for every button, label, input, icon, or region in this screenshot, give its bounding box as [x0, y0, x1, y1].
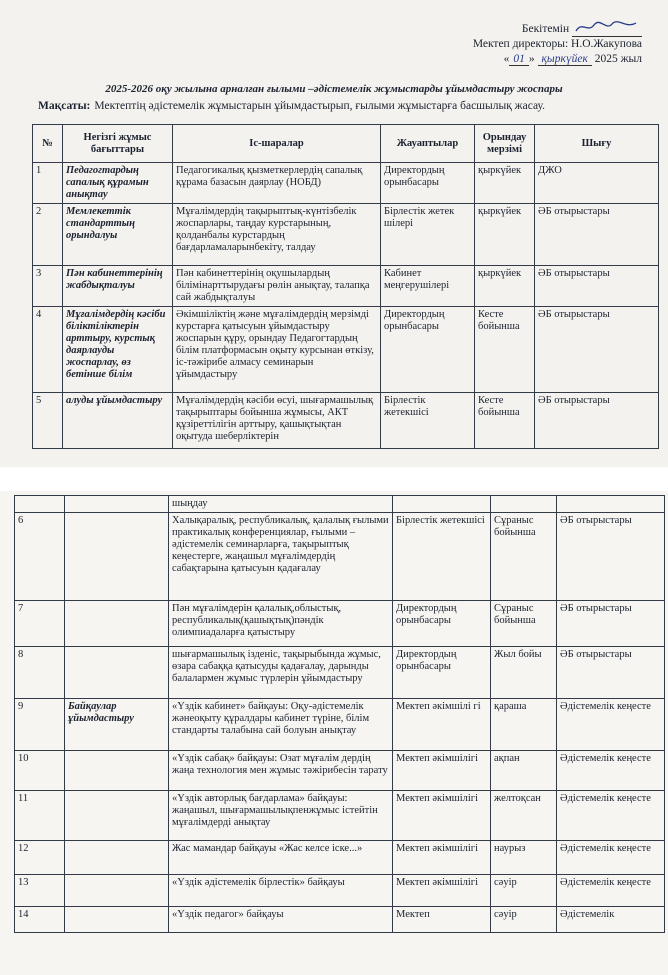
document-purpose [38, 100, 658, 112]
plan-table-page-2 [14, 495, 665, 933]
director-line: Мектеп директоры: Н.О.Жакупова [472, 38, 642, 50]
row-number: 12 [15, 841, 65, 875]
row-responsible: Кабинет меңгерушілері [381, 266, 475, 307]
row-direction [65, 751, 169, 791]
row-output: Әдістемелік кеңесте [557, 841, 665, 875]
row-responsible: Мектеп әкімшілігі [393, 791, 491, 841]
table-row [15, 841, 665, 875]
row-number: 6 [15, 513, 65, 601]
row-output: Әдістемелік кеңесте [557, 751, 665, 791]
row-deadline: сәуір [491, 907, 557, 933]
row-deadline: желтоқсан [491, 791, 557, 841]
table-header-row [33, 125, 659, 163]
row-output: Әдістемелік кеңесте [557, 791, 665, 841]
header-activity: Іс-шаралар [173, 125, 381, 163]
row-direction [65, 841, 169, 875]
row-responsible: Директордың орынбасары [381, 307, 475, 393]
table-row [15, 513, 665, 601]
header-deadline: Орындау мерзімі [475, 125, 535, 163]
row-deadline: Жыл бойы [491, 647, 557, 699]
row-output: ӘБ отырыстары [557, 513, 665, 601]
row-direction [65, 791, 169, 841]
row-direction [65, 601, 169, 647]
row-responsible: Бірлестік жетекшісі [393, 513, 491, 601]
row-activity: Мұғалімдердің кәсіби өсуі, шығармашылық тақырыптары бойынша жұмысы, АКТ құзіреттілігін арттыру, қашықтықтан оқытуда шеберліктерін [173, 393, 381, 449]
approval-block [422, 22, 642, 67]
row-activity: «Үздік педагог» байқауы [169, 907, 393, 933]
row-responsible: Директордың орынбасары [393, 601, 491, 647]
row-output: ӘБ отырыстары [535, 204, 659, 266]
row-direction [65, 907, 169, 933]
row-number: 3 [33, 266, 63, 307]
document-page-1 [0, 0, 668, 467]
row-number: 9 [15, 699, 65, 751]
row-deadline: қыркүйек [475, 266, 535, 307]
row-responsible: Мектеп әкімшілігі [393, 841, 491, 875]
row-responsible: Мектеп әкімшілігі [393, 751, 491, 791]
row-activity: «Үздік авторлық бағдарлама» байқауы: жаңашыл, шығармашылықпенжұмыс істейтін мұғалімдерді анықтау [169, 791, 393, 841]
row-activity: «Үздік кабинет» байқауы: Оқу-әдістемелік жәнеоқыту құралдары кабинет түріне, білім стандарты талабына сай болуын анықтау [169, 699, 393, 751]
table-row [15, 791, 665, 841]
plan-table-page-1 [32, 124, 659, 449]
row-direction: Байқаулар ұйымдастыру [65, 699, 169, 751]
approval-line [422, 22, 642, 37]
row-output: ӘБ отырыстары [535, 266, 659, 307]
row-activity: Пән мұғалімдерін қалалық,облыстық, республикалық(қашықтық)пәндік олимпиадаларға қатыстыру [169, 601, 393, 647]
row-output: ӘБ отырыстары [557, 647, 665, 699]
row-deadline: Сұраныс бойынша [491, 513, 557, 601]
date-close-quote: » [528, 53, 535, 65]
table-row [33, 307, 659, 393]
row-activity: Әкімшіліктің және мұғалімдердің мерзімді курстарға қатысуын ұйымдастыру жоспарын құру, орындау Педагогтардың білім платформасын оқыту курсынан өткізу, іс-тәжірибе алмасу семинарын ұйымдастыру [173, 307, 381, 393]
empty-cell [393, 496, 491, 513]
row-number: 7 [15, 601, 65, 647]
row-deadline: қараша [491, 699, 557, 751]
row-activity: Пән кабинеттерінің оқушылардың білімінарттырудағы рөлін анықтау, талапқа сай жабдықталуы [173, 266, 381, 307]
date-month: қыркүйек [538, 53, 592, 66]
approval-date [422, 52, 642, 67]
row-number: 11 [15, 791, 65, 841]
header-output: Шығу [535, 125, 659, 163]
row-direction [65, 647, 169, 699]
table-row [33, 204, 659, 266]
row-deadline: Сұраныс бойынша [491, 601, 557, 647]
row-number: 8 [15, 647, 65, 699]
row-output: ӘБ отырыстары [535, 307, 659, 393]
row-number: 10 [15, 751, 65, 791]
row-activity: Халықаралық, республикалық, қалалық ғылыми практикалық конференциялар, ғылыми –әдістемелік семинарларға, тақырыптық кеңестерге, жаңашыл мұғалімдердің сабақтарына қатысуын қадағалау [169, 513, 393, 601]
empty-cell [491, 496, 557, 513]
row-responsible: Директордың орынбасары [381, 163, 475, 204]
table-row [15, 647, 665, 699]
row-direction [65, 875, 169, 907]
table-row [15, 875, 665, 907]
row-direction: алуды ұйымдастыру [63, 393, 173, 449]
row-direction: Мемлекеттік стандарттың орындалуы [63, 204, 173, 266]
row-responsible: Бірлестік жетекшісі [381, 393, 475, 449]
row-responsible: Мектеп [393, 907, 491, 933]
row-number: 14 [15, 907, 65, 933]
table-row [15, 699, 665, 751]
row-output: Әдістемелік кеңесте [557, 875, 665, 907]
row-deadline: қыркүйек [475, 163, 535, 204]
signature-icon [572, 19, 642, 35]
row-deadline: Кесте бойынша [475, 393, 535, 449]
row-deadline: наурыз [491, 841, 557, 875]
row-direction: Пән кабинеттерінің жабдықталуы [63, 266, 173, 307]
row-activity: Жас мамандар байқауы «Жас келсе іске...» [169, 841, 393, 875]
row-activity: «Үздік әдістемелік бірлестік» байқауы [169, 875, 393, 907]
document-page-2 [0, 491, 668, 975]
empty-cell [557, 496, 665, 513]
date-year: 2025 жыл [594, 53, 642, 65]
date-open-quote: « [503, 53, 510, 65]
continuation-text: шыңдау [169, 496, 393, 513]
row-activity: Мұғалімдердің тақырыптық-күнтізбелік жоспарлары, таңдау курстарының, қолданбалы курстардың бағдарламаларынбекіту, талдау [173, 204, 381, 266]
row-responsible: Бірлестік жетек шілері [381, 204, 475, 266]
row-output: Әдістемелік [557, 907, 665, 933]
row-activity: «Үздік сабақ» байқауы: Озат мұғалім дердің жаңа технология мен жұмыс тәжірибесін тарату [169, 751, 393, 791]
empty-cell [15, 496, 65, 513]
continuation-row [15, 496, 665, 513]
table-row [15, 907, 665, 933]
purpose-label: Мақсаты: [38, 100, 91, 112]
table-row [15, 601, 665, 647]
row-responsible: Мектеп әкімшілігі [393, 875, 491, 907]
row-number: 13 [15, 875, 65, 907]
signature-field [572, 25, 642, 37]
table-row [33, 266, 659, 307]
purpose-text: Мектептің әдістемелік жұмыстарын ұйымдастырып, ғылыми жұмыстарға басшылық жасау. [94, 100, 545, 112]
row-activity: Педагогикалық қызметкерлердің сапалық құрама базасын даярлау (НОБД) [173, 163, 381, 204]
table-row [33, 393, 659, 449]
header-number: № [33, 125, 63, 163]
document-title: 2025-2026 оқу жылына арналған ғылыми –әдістемелік жұмыстарды ұйымдастыру жоспары [105, 83, 563, 95]
row-deadline: ақпан [491, 751, 557, 791]
row-number: 1 [33, 163, 63, 204]
empty-cell [65, 496, 169, 513]
row-deadline: қыркүйек [475, 204, 535, 266]
table-row [15, 751, 665, 791]
row-output: ӘБ отырыстары [557, 601, 665, 647]
approved-label: Бекітемін [521, 23, 570, 35]
row-output: ДЖО [535, 163, 659, 204]
header-responsible: Жауаптылар [381, 125, 475, 163]
row-number: 4 [33, 307, 63, 393]
row-direction [65, 513, 169, 601]
header-direction: Негізгі жұмыс бағыттары [63, 125, 173, 163]
row-output: Әдістемелік кеңесте [557, 699, 665, 751]
row-number: 2 [33, 204, 63, 266]
row-direction: Педагогтардың сапалық құрамын анықтау [63, 163, 173, 204]
table-row [33, 163, 659, 204]
row-deadline: сәуір [491, 875, 557, 907]
row-number: 5 [33, 393, 63, 449]
row-direction: Мұғалімдердің кәсіби біліктіліктерін арттыру, курстық даярлауды жоспарлау, өз бетінше білім [63, 307, 173, 393]
row-responsible: Директордың орынбасары [393, 647, 491, 699]
date-day: 01 [509, 53, 529, 66]
row-responsible: Мектеп әкімшілі гі [393, 699, 491, 751]
row-deadline: Кесте бойынша [475, 307, 535, 393]
row-output: ӘБ отырыстары [535, 393, 659, 449]
row-activity: шығармашылық ізденіс, тақырыбында жұмыс, өзара сабаққа қатысуды қадағалау, дарынды балалармен жұмыс түрлерін ұйымдастыру [169, 647, 393, 699]
